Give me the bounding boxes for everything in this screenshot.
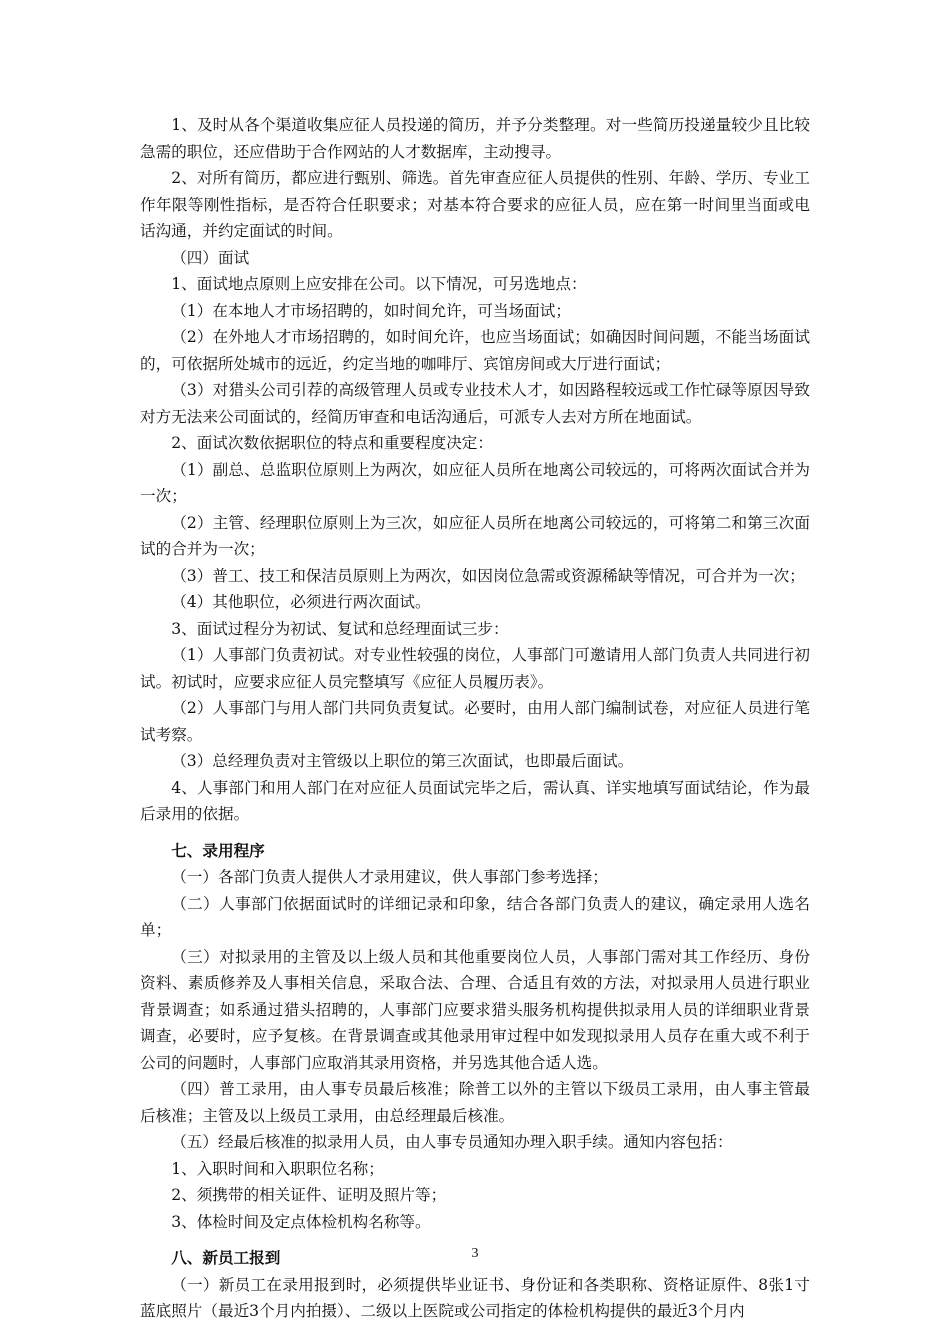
page-number: 3 — [471, 1246, 479, 1261]
paragraph: （五）经最后核准的拟录用人员，由人事专员通知办理入职手续。通知内容包括： — [171, 1133, 733, 1151]
document-body — [140, 112, 810, 1325]
paragraph: 1、及时从各个渠道收集应征人员投递的简历，并予分类整理。对一些简历投递量较少且比较急需的职位，还应借助于合作网站的人才数据库，主动搜寻。 — [140, 116, 810, 161]
paragraph: （二）人事部门依据面试时的详细记录和印象，结合各部门负责人的建议，确定录用人选名单； — [140, 894, 810, 939]
list-item: （1）人事部门负责初试。对专业性较强的岗位，人事部门可邀请用人部门负责人共同进行初试。初试时，应要求应征人员完整填写《应征人员履历表》。 — [140, 646, 810, 691]
section-heading: 七、录用程序 — [171, 840, 265, 860]
section-heading: 八、新员工报到 — [171, 1248, 281, 1267]
list-item: （3）普工、技工和保洁员原则上为两次，如因岗位急需或资源稀缺等情况，可合并为一次； — [171, 566, 805, 585]
list-item: 3、体检时间及定点体检机构名称等。 — [171, 1212, 431, 1231]
paragraph: （四）普工录用，由人事专员最后核准；除普工以外的主管以下级员工录用，由人事主管最后核准；主管及以上级员工录用，由总经理最后核准。 — [140, 1080, 810, 1125]
paragraph: 3、面试过程分为初试、复试和总经理面试三步： — [171, 619, 509, 638]
paragraph: 2、面试次数依据职位的特点和重要程度决定： — [171, 434, 493, 452]
paragraph: （一）各部门负责人提供人才录用建议，供人事部门参考选择； — [171, 868, 608, 886]
paragraph: 2、对所有简历，都应进行甄别、筛选。首先审查应征人员提供的性别、年龄、学历、专业工作年限等刚性指标，是否符合任职要求；对基本符合要求的应征人员，应在第一时间里当面或电话沟通，并约定面试的时间。 — [140, 169, 810, 240]
list-item: （3）总经理负责对主管级以上职位的第三次面试，也即最后面试。 — [171, 752, 634, 770]
list-item: （2）人事部门与用人部门共同负责复试。必要时，由用人部门编制试卷，对应征人员进行笔试考察。 — [140, 699, 810, 744]
list-item: 1、入职时间和入职职位名称； — [171, 1159, 384, 1178]
list-item: （1）副总、总监职位原则上为两次，如应征人员所在地离公司较远的，可将两次面试合并为一次； — [140, 460, 810, 505]
list-item: （2）在外地人才市场招聘的，如时间允许，也应当场面试；如确因时间问题，不能当场面试的，可依据所处城市的远近，约定当地的咖啡厅、宾馆房间或大厅进行面试； — [140, 328, 810, 373]
paragraph: （三）对拟录用的主管及以上级人员和其他重要岗位人员，人事部门需对其工作经历、身份资料、素质修养及人事相关信息，采取合法、合理、合适且有效的方法，对拟录用人员进行职业背景调查；如系通过猎头招聘的，人事部门应要求猎头服务机构提供拟录用人员的详细职业背景调查，必要时，应予复核。在背景调查或其他录用审过程中如发现拟录用人员存在重大或不利于公司的问题时，人事部门应取消其录用资格，并另选其他合适人选。 — [140, 947, 810, 1072]
paragraph: （一）新员工在录用报到时，必须提供毕业证书、身份证和各类职称、资格证原件、8张1寸蓝底照片（最近3个月内拍摄）、二级以上医院或公司指定的体检机构提供的最近3个月内 — [140, 1275, 810, 1320]
subsection-heading: （四）面试 — [171, 248, 250, 267]
paragraph: 1、面试地点原则上应安排在公司。以下情况，可另选地点： — [171, 275, 587, 293]
list-item: 2、须携带的相关证件、证明及照片等； — [171, 1186, 447, 1204]
paragraph: 4、人事部门和用人部门在对应征人员面试完毕之后，需认真、详实地填写面试结论，作为最后录用的依据。 — [140, 778, 810, 823]
list-item: （4）其他职位，必须进行两次面试。 — [171, 593, 431, 611]
list-item: （1）在本地人才市场招聘的，如时间允许，可当场面试； — [171, 301, 571, 320]
list-item: （2）主管、经理职位原则上为三次，如应征人员所在地离公司较远的，可将第二和第三次面试的合并为一次； — [140, 513, 810, 558]
list-item: （3）对猎头公司引荐的高级管理人员或专业技术人才，如因路程较远或工作忙碌等原因导致对方无法来公司面试的，经简历审查和电话沟通后，可派专人去对方所在地面试。 — [140, 381, 810, 426]
